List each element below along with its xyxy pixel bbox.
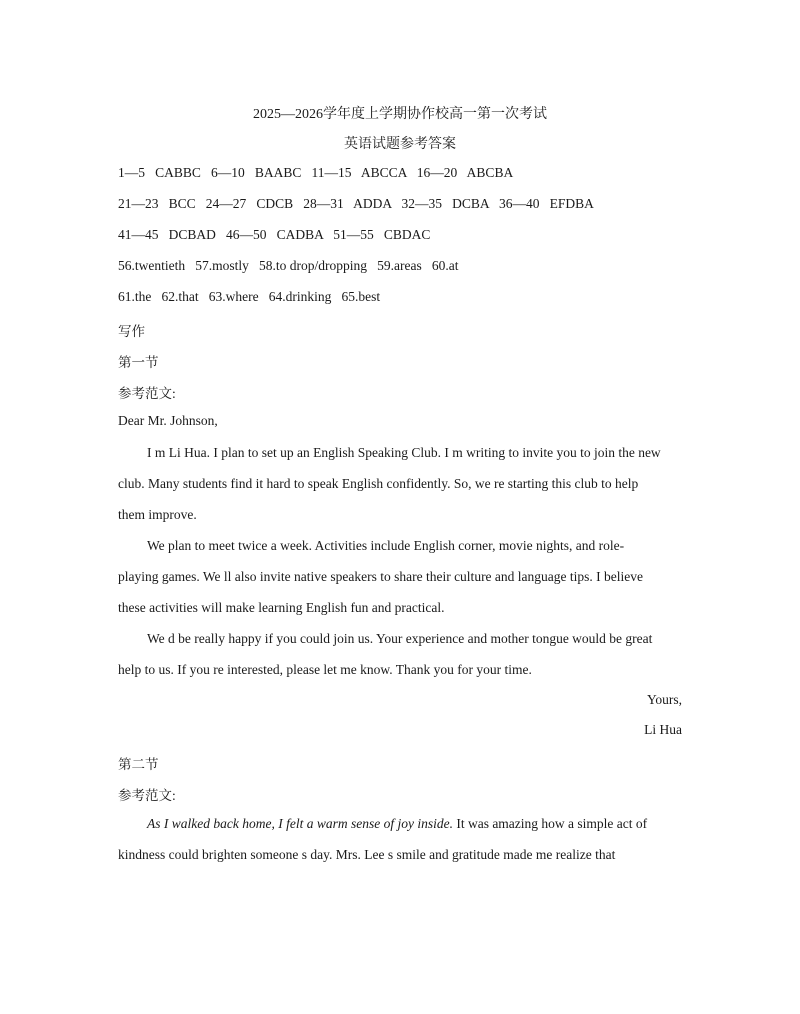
- answers-line-4: 56.twentieth 57.mostly 58.to drop/dropping 59.areas 60.at: [118, 258, 459, 273]
- letter-closing: Yours,: [646, 692, 682, 707]
- answers-line-2: 21—23 BCC 24—27 CDCB 28—31 ADDA 32—35 DCBA 36—40 EFDBA: [118, 196, 594, 211]
- exam-title: 2025—2026学年度上学期协作校高一第一次考试: [253, 107, 547, 122]
- section2-paragraph-text: It was amazing how a simple act of kindness could brighten someone s day. Mrs. Lee s smile and gratitude made me realize that: [118, 816, 648, 862]
- section2-opening-sentence: As I walked back home, I felt a warm sense of joy inside.: [147, 816, 453, 831]
- section1-heading: 第一节: [118, 355, 159, 370]
- writing-heading: 写作: [118, 324, 145, 339]
- section2-heading: 第二节: [118, 757, 159, 772]
- section2-sample-label: 参考范文:: [118, 788, 176, 803]
- letter-paragraph-3: We d be really happy if you could join us. Your experience and mother tongue would be great help to us. If you re interested, please let me know. Thank you for your time.: [118, 631, 653, 677]
- letter-paragraph-1: I m Li Hua. I plan to set up an English Speaking Club. I m writing to invite you to join the new club. Many students find it hard to speak English confidently. So, we re starting this club to help them improve.: [118, 445, 661, 522]
- section2-paragraph-1: [118, 808, 663, 870]
- answers-line-5: 61.the 62.that 63.where 64.drinking 65.best: [118, 289, 381, 304]
- letter-signature: Li Hua: [644, 722, 682, 737]
- answers-line-1: 1—5 CABBC 6—10 BAABC 11—15 ABCCA 16—20 ABCBA: [118, 165, 514, 180]
- exam-subtitle: 英语试题参考答案: [344, 137, 456, 152]
- answers-line-3: 41—45 DCBAD 46—50 CADBA 51—55 CBDAC: [118, 227, 431, 242]
- letter-salutation: Dear Mr. Johnson,: [118, 413, 218, 428]
- letter-paragraph-2: We plan to meet twice a week. Activities include English corner, movie nights, and role-playing games. We ll also invite native speakers to share their culture and language tips. I believe these activities will make learning English fun and practical.: [118, 538, 643, 615]
- section1-sample-label: 参考范文:: [118, 386, 176, 401]
